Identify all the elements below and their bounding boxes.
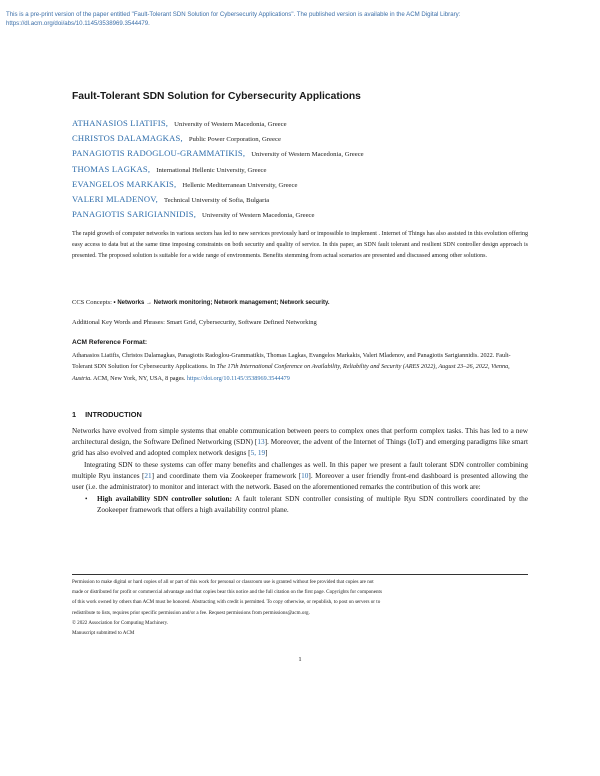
ccs-concepts xyxy=(72,299,330,306)
reference-format-text xyxy=(72,350,528,384)
contribution-bullet xyxy=(72,494,528,516)
author-entry xyxy=(72,114,528,129)
reference-venue: The 17th International Conference on Availability, Reliability and Security (ARES 2022), August 23–26, 2022, Vienna, Austria. xyxy=(72,363,510,382)
section-number: 1 xyxy=(72,410,77,419)
author-affiliation: University of Western Macedonia, Greece xyxy=(251,151,364,159)
abstract: The rapid growth of computer networks in various sectors has led to new services previously hard or impossible to implement . Internet of Things has also assisted in this evolution offering easy access to data but at the same time imposing constraints on both security and quality of service. In this paper, an SDN fault tolerant and resilient SDN controller design approach is presented. The proposed solution is suitable for a wide range of environments. Benefits stemming from actual scenarios are presented and discussed among other solutions. xyxy=(72,231,528,259)
paragraph-text: ] xyxy=(265,449,268,458)
author-entry xyxy=(72,129,528,144)
ccs-label: CCS Concepts: xyxy=(72,299,114,306)
section-heading xyxy=(72,410,142,419)
footnote-line: of this work owned by others than ACM must be honored. Abstracting with credit is permitted. To copy otherwise, or republish, to post on servers or to xyxy=(72,599,381,606)
author-entry xyxy=(72,144,528,159)
paragraph-text: ]. Moreover, the advent of the Internet of Things (IoT) and emerging paradigms like smart grid has also evolved and adopted complex network designs [ xyxy=(72,438,528,458)
author-name[interactable]: ATHANASIOS LIATIFIS, xyxy=(72,118,169,128)
footnote-line: © 2022 Association for Computing Machinery. xyxy=(72,619,169,626)
reference-publisher: ACM, New York, NY, USA, 8 pages. xyxy=(91,374,187,382)
author-affiliation: University of Western Macedonia, Greece xyxy=(202,212,315,220)
author-affiliation: Technical University of Sofia, Bulgaria xyxy=(163,196,270,204)
paragraph-text: ]. Moreover a user friendly front-end dashboard is presented allowing the user (i.e. the administrator) to monitor and interact with the network. Based on the aforementioned remarks the contribution of this work are: xyxy=(72,471,528,492)
reference-format-heading: ACM Reference Format: xyxy=(72,339,148,346)
paragraph xyxy=(72,460,528,494)
section-body xyxy=(72,426,528,517)
ccs-concept-list: • Networks → Network monitoring; Network management; Network security. xyxy=(113,300,330,306)
author-affiliation: Hellenic Mediterranean University, Greece xyxy=(182,181,298,189)
copyright-footnote xyxy=(72,577,528,638)
author-name[interactable]: PANAGIOTIS SARIGIANNIDIS, xyxy=(72,209,197,220)
footnote-divider xyxy=(72,574,528,575)
reference-citation: Athanasios Liatifis, Christos Dalamagkas, Panagiotis Radoglou-Grammatikis, Thomas Lagkas, Evangelos Markakis, Valeri Mladenov, and Panagiotis Sarigiannidis. 2022. Fault-Tolerant SDN Solution for Cybersecurity Applications. In xyxy=(72,352,511,371)
citation-link[interactable]: 5, 19 xyxy=(250,449,266,458)
author-name[interactable]: CHRISTOS DALAMAGKAS, xyxy=(72,133,183,144)
paragraph-text: Networks have evolved from simple systems that enable communication between peers to complex ones that perform complex tasks. This has led to a new architectural design, the Software Defined Networking (SDN) [ xyxy=(72,427,528,447)
author-entry xyxy=(72,160,528,175)
author-name[interactable]: VALERI MLADENOV, xyxy=(72,193,158,204)
author-name[interactable]: THOMAS LAGKAS, xyxy=(72,163,151,174)
author-entry xyxy=(72,190,528,205)
bullet-title: High availability SDN controller solution: xyxy=(97,495,232,504)
bullet-icon: • xyxy=(85,495,88,504)
author-name[interactable]: EVANGELOS MARKAKIS, xyxy=(72,178,177,189)
preprint-notice: This is a pre-print version of the paper entitled "Fault-Tolerant SDN Solution for Cybersecurity Applications". The published version is available in the ACM Digital Library: https://dl.acm.org/doi/abs/10.1145/3538969.3544479. xyxy=(6,11,461,27)
author-affiliation: International Hellenic University, Greece xyxy=(156,166,267,174)
footnote-line: Manuscript submitted to ACM xyxy=(72,630,135,637)
paragraph-text: Integrating SDN to these systems can offer many benefits and challenges as well. In this paper we present a fault tolerant SDN controller combining multiple Ryu instances [ xyxy=(72,460,528,480)
citation-link[interactable]: 10 xyxy=(301,471,309,480)
footnote-line: Permission to make digital or hard copies of all or part of this work for personal or classroom use is granted without fee provided that copies are not xyxy=(72,579,374,585)
footnote-line: redistribute to lists, requires prior specific permission and/or a fee. Request permissions from permissions@acm.org. xyxy=(72,609,310,616)
bullet-text: A fault tolerant SDN controller consisting of multiple Ryu SDN controllers coordinated by the Zookeeper framework that offers a high availability control plane. xyxy=(97,495,528,515)
author-entry xyxy=(72,205,528,220)
section-title: INTRODUCTION xyxy=(85,410,142,419)
citation-link[interactable]: 21 xyxy=(144,471,152,480)
paper-title: Fault-Tolerant SDN Solution for Cybersecurity Applications xyxy=(72,91,361,102)
reference-doi-link[interactable]: https://doi.org/10.1145/3538969.3544479 xyxy=(186,374,290,382)
author-entry xyxy=(72,175,528,190)
author-affiliation: University of Western Macedonia, Greece xyxy=(174,121,287,128)
keywords: Additional Key Words and Phrases: Smart Grid, Cybersecurity, Software Defined Networking xyxy=(72,319,317,326)
paragraph xyxy=(72,426,528,460)
page-number: 1 xyxy=(298,656,302,663)
author-list xyxy=(72,114,528,220)
author-name[interactable]: PANAGIOTIS RADOGLOU-GRAMMATIKIS, xyxy=(72,148,246,159)
paragraph-text: ] and coordinate them via Zookeeper framework [ xyxy=(151,471,302,480)
author-affiliation: Public Power Corporation, Greece xyxy=(188,136,281,144)
citation-link[interactable]: 13 xyxy=(257,438,265,447)
footnote-line: made or distributed for profit or commercial advantage and that copies bear this notice and the full citation on the first page. Copyrights for components xyxy=(72,589,382,596)
